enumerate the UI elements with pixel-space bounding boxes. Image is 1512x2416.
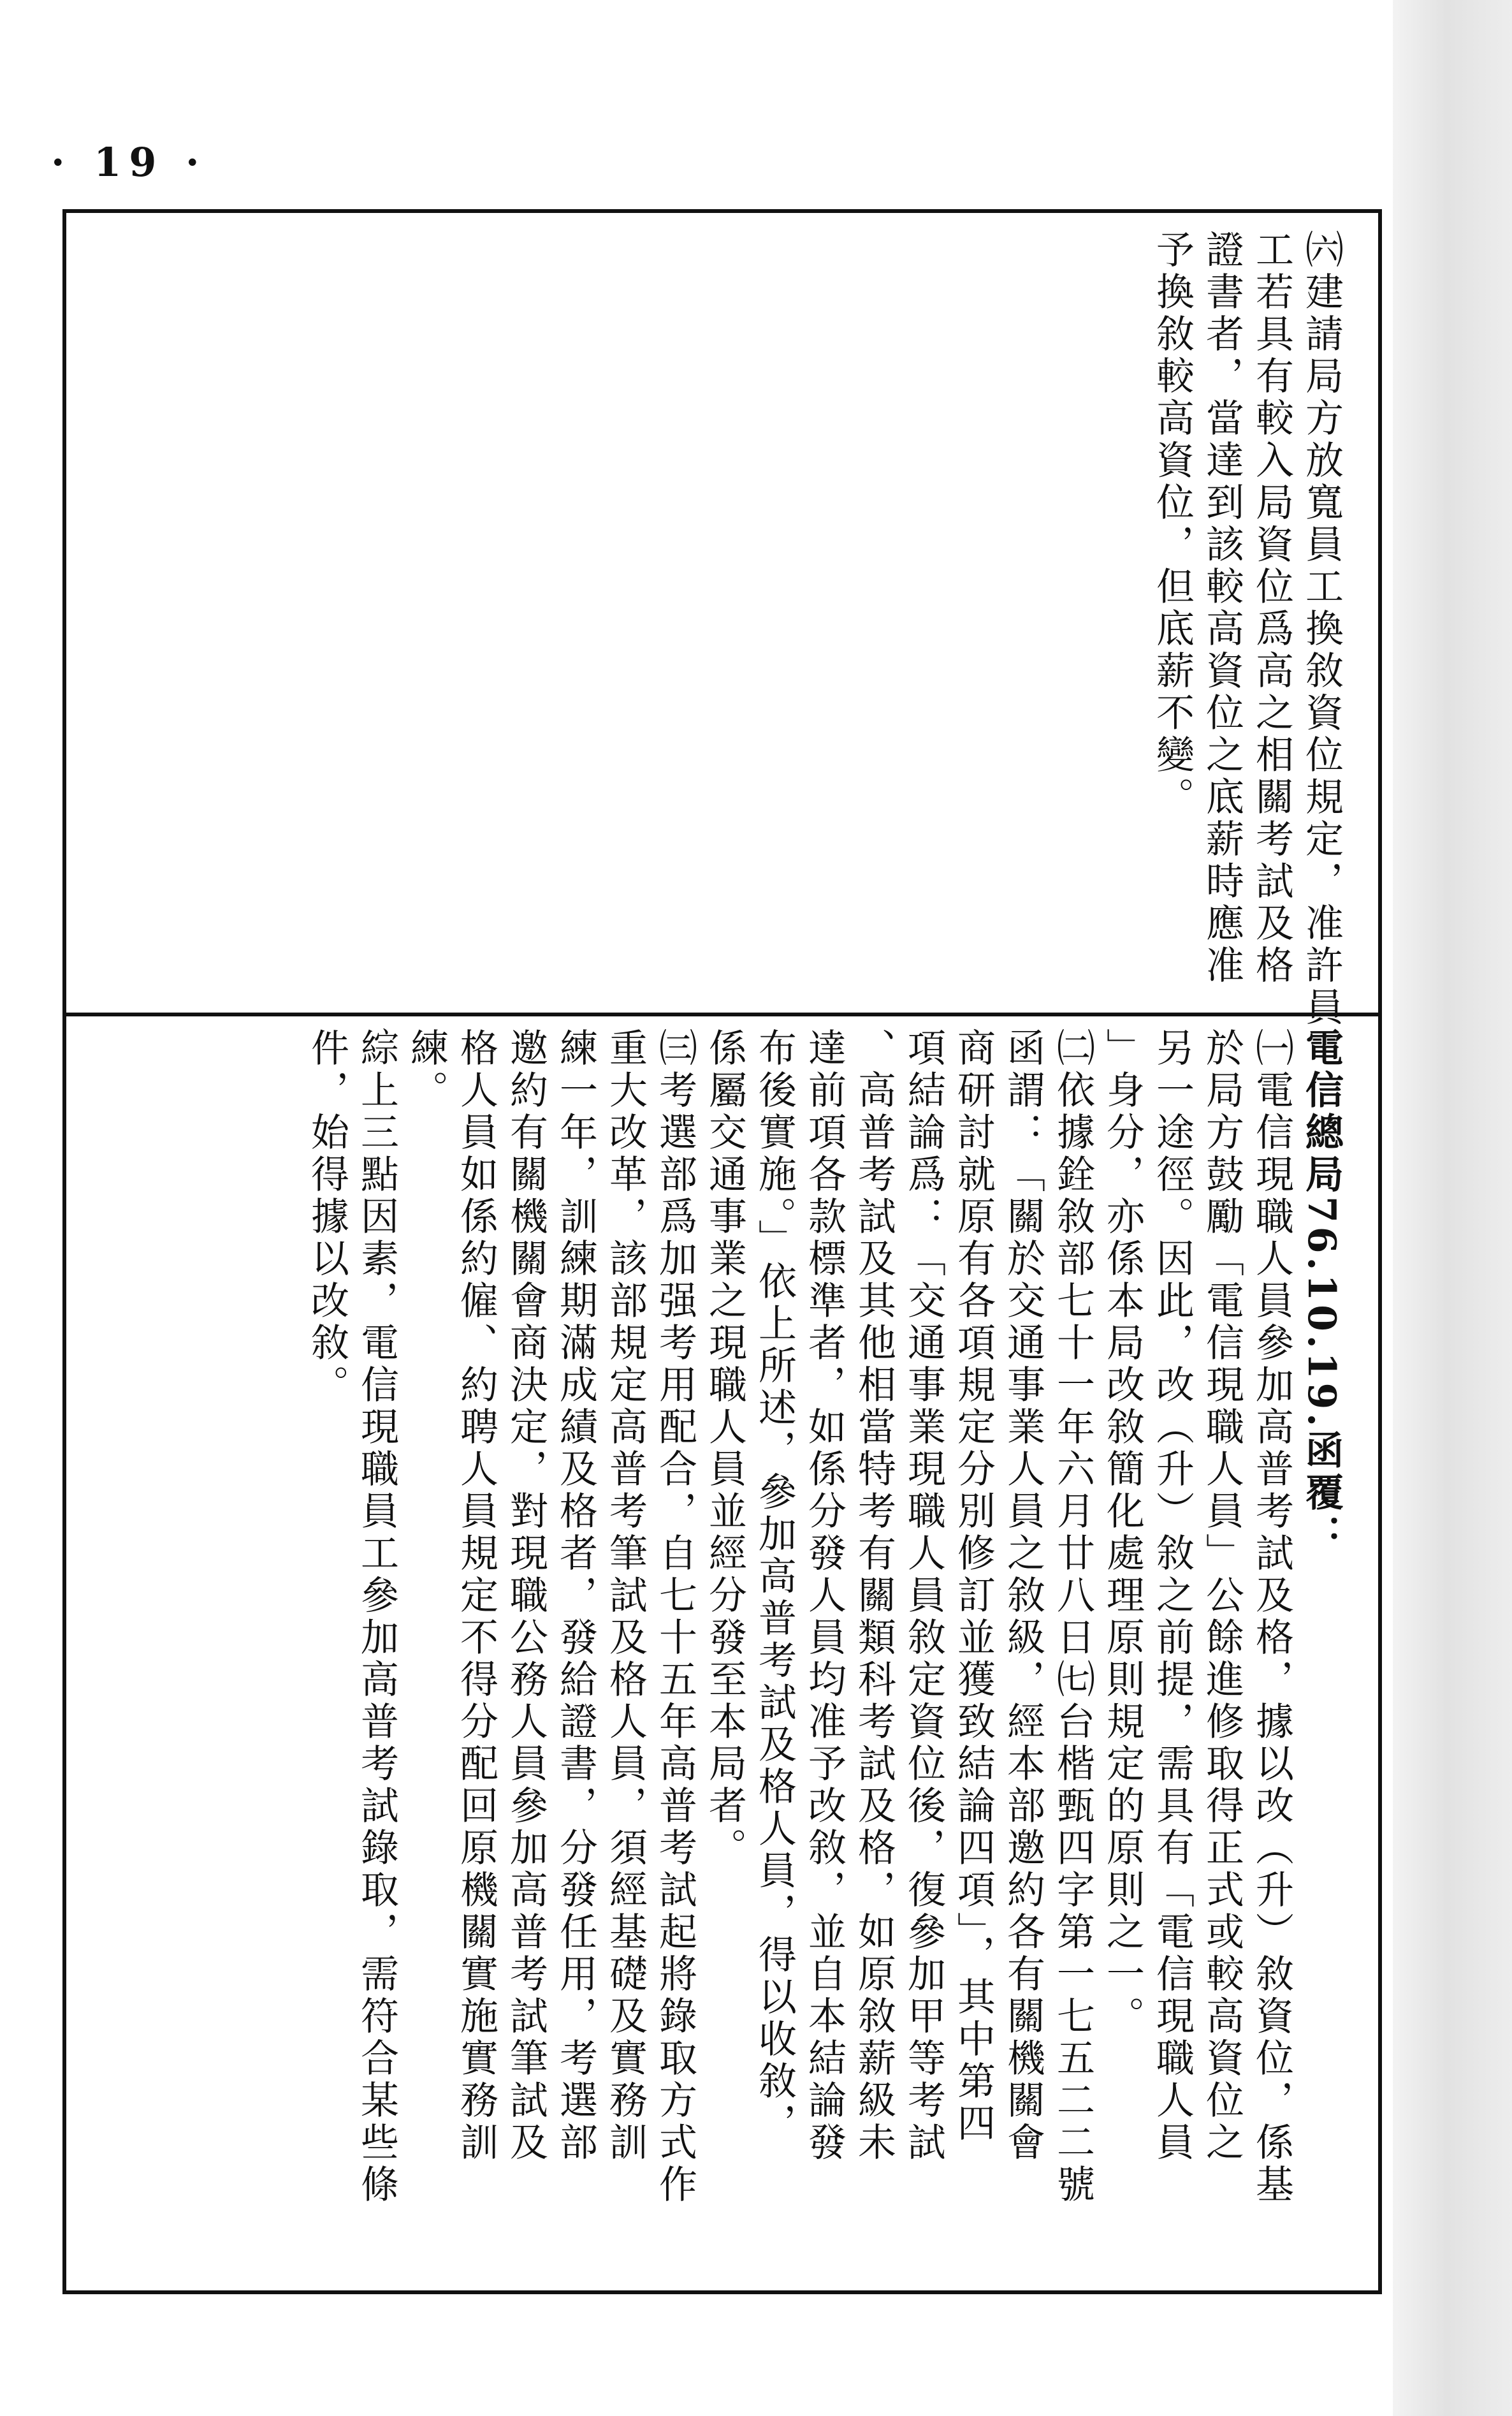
- text-column: ㈡依據銓敘部七十一年六月廿八日㈦台楷甄四字第一七五二二號: [1050, 1028, 1095, 2206]
- text-column: ㈠電信現職人員參加高普考試及格，據以改（升）敘資位，係基: [1249, 1028, 1294, 2206]
- upper-section-text: [1147, 230, 1346, 1029]
- text-column: 項結論爲：「交通事業現職人員敘定資位後，復參加甲等考試: [901, 1028, 946, 2164]
- text-column: 」身分，亦係本局改敘簡化處理原則規定的原則之一。: [1100, 1028, 1145, 2038]
- text-column: 工若具有較入局資位爲高之相關考試及格: [1249, 230, 1294, 987]
- book-spine-shadow: [1393, 0, 1512, 2416]
- text-column: 係屬交通事業之現職人員並經分發至本局者。: [702, 1028, 747, 1870]
- text-column: 函謂：「關於交通事業人員之敘級，經本部邀約各有關機關會: [1001, 1028, 1045, 2164]
- page-number: · 19 ·: [51, 139, 207, 186]
- text-column: 邀約有關機關會商決定，對現職公務人員參加高普考試筆試及: [504, 1028, 548, 2164]
- text-column: 另一途徑。因此，改（升）敘之前提，需具有「電信現職人員: [1150, 1028, 1195, 2164]
- reply-heading: 電信總局76.10.19.函覆：: [1299, 1028, 1344, 1557]
- text-column: 格人員如係約僱、約聘人員規定不得分配回原機關實施實務訓: [454, 1028, 498, 2164]
- text-column: 重大改革，該部規定高普考筆試及格人員，須經基礎及實務訓: [603, 1028, 648, 2164]
- text-column: 證書者，當達到該較高資位之底薪時應准: [1200, 230, 1244, 987]
- text-column: ㈢考選部爲加强考用配合，自七十五年高普考試起將錄取方式作: [653, 1028, 697, 2206]
- text-column: 練。: [404, 1028, 449, 1112]
- text-column: 予換敘較高資位，但底薪不變。: [1150, 230, 1195, 819]
- lower-section-text: [302, 1028, 1346, 2278]
- text-column: 練一年，訓練期滿成績及格者，發給證書，分發任用，考選部: [553, 1028, 598, 2164]
- text-column: 布後實施。」依上所述，參加高普考試及格人員，得以收敘，: [752, 1028, 797, 2145]
- text-column: 綜上三點因素，電信現職員工參加高普考試錄取，需符合某些條: [354, 1028, 399, 2206]
- text-column: 、高普考試及其他相當特考有關類科考試及格，如原敘薪級未: [852, 1028, 896, 2164]
- section-divider: [62, 1013, 1382, 1016]
- text-column: 達前項各款標準者，如係分發人員均准予改敘，並自本結論發: [802, 1028, 847, 2164]
- text-column: 商研討就原有各項規定分別修訂並獲致結論四項」，其中第四: [951, 1028, 996, 2145]
- text-column: 於局方鼓勵「電信現職人員」公餘進修取得正式或較高資位之: [1200, 1028, 1244, 2164]
- text-column: 件，始得據以改敘。: [305, 1028, 349, 1407]
- text-column: ㈥建請局方放寬員工換敘資位規定，准許員: [1299, 230, 1344, 1029]
